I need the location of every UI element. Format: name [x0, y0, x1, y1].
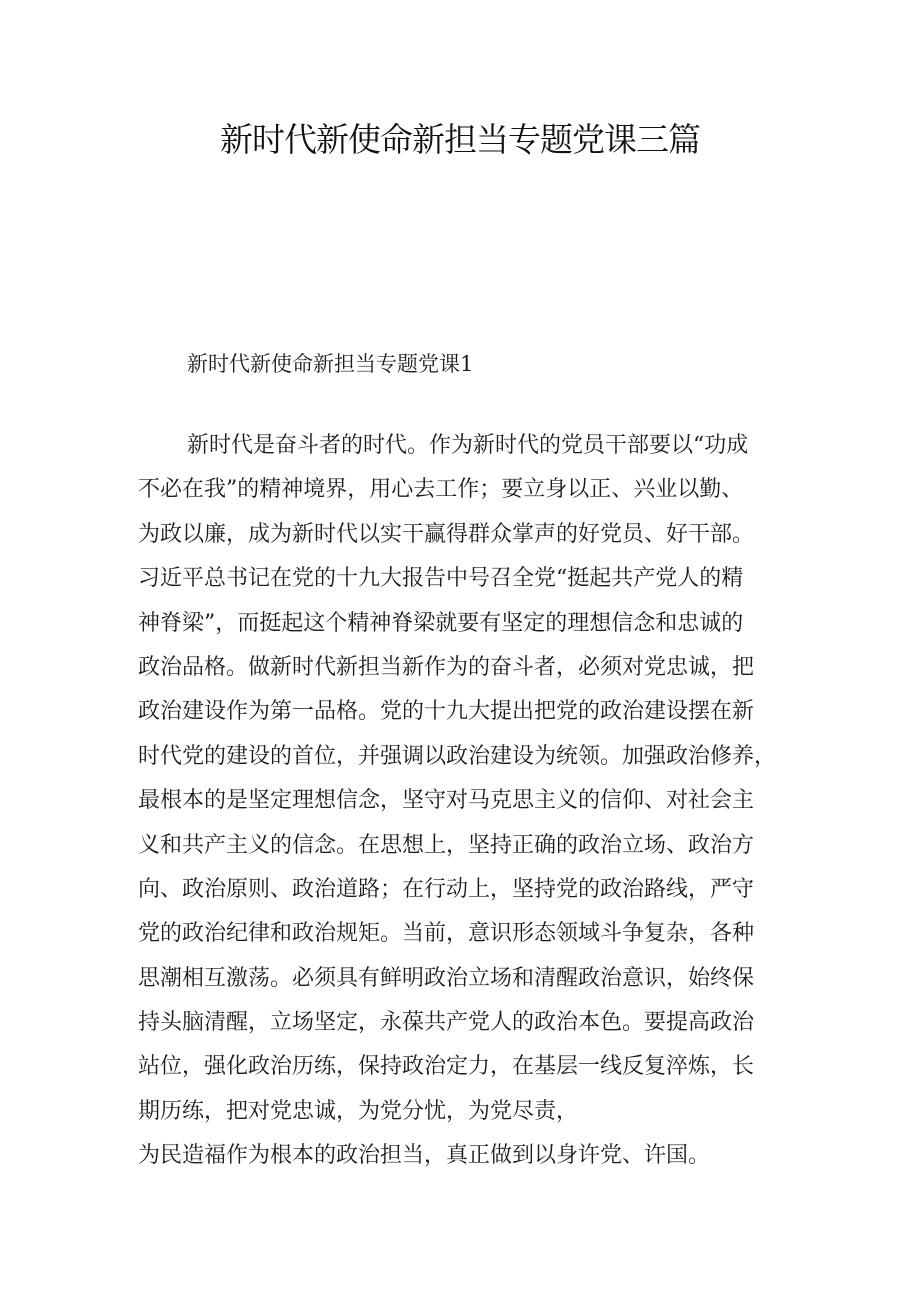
- paragraph-line: 向、政治原则、政治道路；在行动上，坚持党的政治路线，严守: [138, 876, 755, 902]
- paragraph-line: 政治建设作为第一品格。党的十九大提出把党的政治建设摆在新: [138, 699, 755, 725]
- paragraph-line: 神脊梁”，而挺起这个精神脊梁就要有坚定的理想信念和忠诚的: [138, 610, 744, 636]
- paragraph-line: 为民造福作为根本的政治担当，真正做到以身许党、许国。: [138, 1143, 711, 1169]
- paragraph-line: 不必在我”的精神境界，用心去工作；要立身以正、兴业以勤、: [138, 477, 744, 503]
- paragraph-line: 思潮相互激荡。必须具有鲜明政治立场和清醒政治意识，始终保: [138, 965, 755, 991]
- document-title: 新时代新使命新担当专题党课三篇: [220, 120, 700, 159]
- paragraph-line: 政治品格。做新时代新担当新作为的奋斗者，必须对党忠诚，把: [138, 654, 755, 680]
- paragraph-line: 为政以廉，成为新时代以实干赢得群众掌声的好党员、好干部。: [138, 521, 755, 547]
- paragraph-line: 持头脑清醒，立场坚定，永葆共产党人的政治本色。要提高政治: [138, 1010, 755, 1036]
- paragraph-line: 时代党的建设的首位，并强调以政治建设为统领。加强政治修养，: [138, 743, 777, 769]
- paragraph-line: 期历练，把对党忠诚，为党分忧，为党尽责，: [138, 1098, 579, 1124]
- paragraph-line: 党的政治纪律和政治规矩。当前，意识形态领域斗争复杂，各种: [138, 921, 755, 947]
- paragraph-line: 站位，强化政治历练，保持政治定力，在基层一线反复淬炼，长: [138, 1054, 755, 1080]
- body-paragraph: [138, 424, 798, 1179]
- paragraph-line: 义和共产主义的信念。在思想上，坚持正确的政治立场、政治方: [138, 832, 755, 858]
- section-heading: 新时代新使命新担当专题党课1: [187, 352, 474, 376]
- paragraph-line: 最根本的是坚定理想信念，坚守对马克思主义的信仰、对社会主: [138, 788, 755, 814]
- paragraph-line: 新时代是奋斗者的时代。作为新时代的党员干部要以“功成: [187, 433, 749, 458]
- paragraph-line: 习近平总书记在党的十九大报告中号召全党“挺起共产党人的精: [138, 566, 744, 592]
